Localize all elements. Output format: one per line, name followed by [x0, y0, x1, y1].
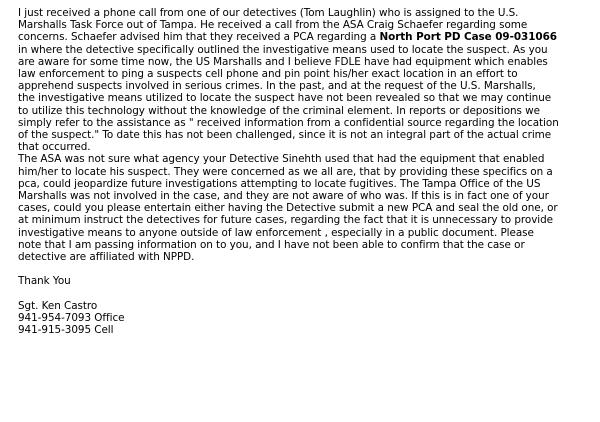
text-line: to utilize this technology without the knowledge of the criminal element. In reports or depositions we — [18, 104, 540, 117]
text-line — [18, 31, 594, 43]
paragraph-phone-call — [18, 7, 594, 153]
text-line: Marshalls Task Force out of Tampa. He received a call from the ASA Craig Schaefer regarding some — [18, 19, 528, 32]
text-line: in where the detective specifically outlined the investigative means used to locate the suspect. As you — [18, 43, 548, 56]
text-line: are aware for some time now, the US Marshalls and I believe FDLE have had equipment which enables — [18, 55, 548, 68]
text-line: pca, could jeopardize future investigations attempting to locate fugitives. The Tampa Office of the US — [18, 177, 541, 190]
closing — [18, 275, 594, 287]
case-reference: North Port PD Case 09-031066 — [379, 31, 557, 44]
blank-line — [18, 288, 594, 300]
text-line: of the suspect." To date this has not been challenged, since it is not an integral part of the actual crime — [18, 129, 552, 142]
text-line: investigative means to anyone outside of law enforcement , especially in a public document. Please — [18, 226, 534, 239]
signature-cell-phone: 941-915-3095 Cell — [18, 324, 114, 337]
signature-block — [18, 300, 594, 337]
text-line: law enforcement to ping a suspects cell phone and pin point his/her exact location in an effort to — [18, 68, 518, 81]
signature-office-phone: 941-954-7093 Office — [18, 312, 125, 325]
paragraph-asa-concerns — [18, 153, 594, 263]
text-line: detective are affiliated with NPPD. — [18, 251, 195, 264]
email-body — [18, 7, 594, 336]
text-line: simply refer to the assistance as " received information from a confidential source regarding the location — [18, 116, 559, 129]
text-segment: concerns. Schaefer advised him that they received a PCA regarding a — [18, 31, 380, 44]
text-line: the investigative means utilized to locate the suspect have not been revealed so that we may continue — [18, 92, 552, 105]
signature-name: Sgt. Ken Castro — [18, 299, 98, 312]
text-line: The ASA was not sure what agency your Detective Sinehth used that had the equipment that enabled — [18, 153, 545, 166]
text-line: apprehend suspects involved in serious crimes. In the past, and at the request of the U.S. Marshalls, — [18, 80, 536, 93]
closing-text: Thank You — [18, 275, 71, 288]
blank-line — [18, 263, 594, 275]
text-line: that occurred. — [18, 141, 91, 154]
text-line: I just received a phone call from one of our detectives (Tom Laughlin) who is assigned to the U.S. — [18, 7, 519, 19]
text-line: at minimum instruct the detectives for future cases, regarding the fact that it is unnecessary to provide — [18, 214, 554, 227]
text-line: Marshalls was not involved in the case, and they are not aware of who was. If this is in fact one of your — [18, 190, 549, 203]
text-line: cases, could you please entertain either having the Detective submit a new PCA and seal the old one, or — [18, 202, 558, 215]
text-line: note that I am passing information on to you, and I have not been able to confirm that the case or — [18, 238, 525, 251]
text-line: him/her to locate his suspect. They were concerned as we all are, that by providing these specifics on a — [18, 165, 553, 178]
